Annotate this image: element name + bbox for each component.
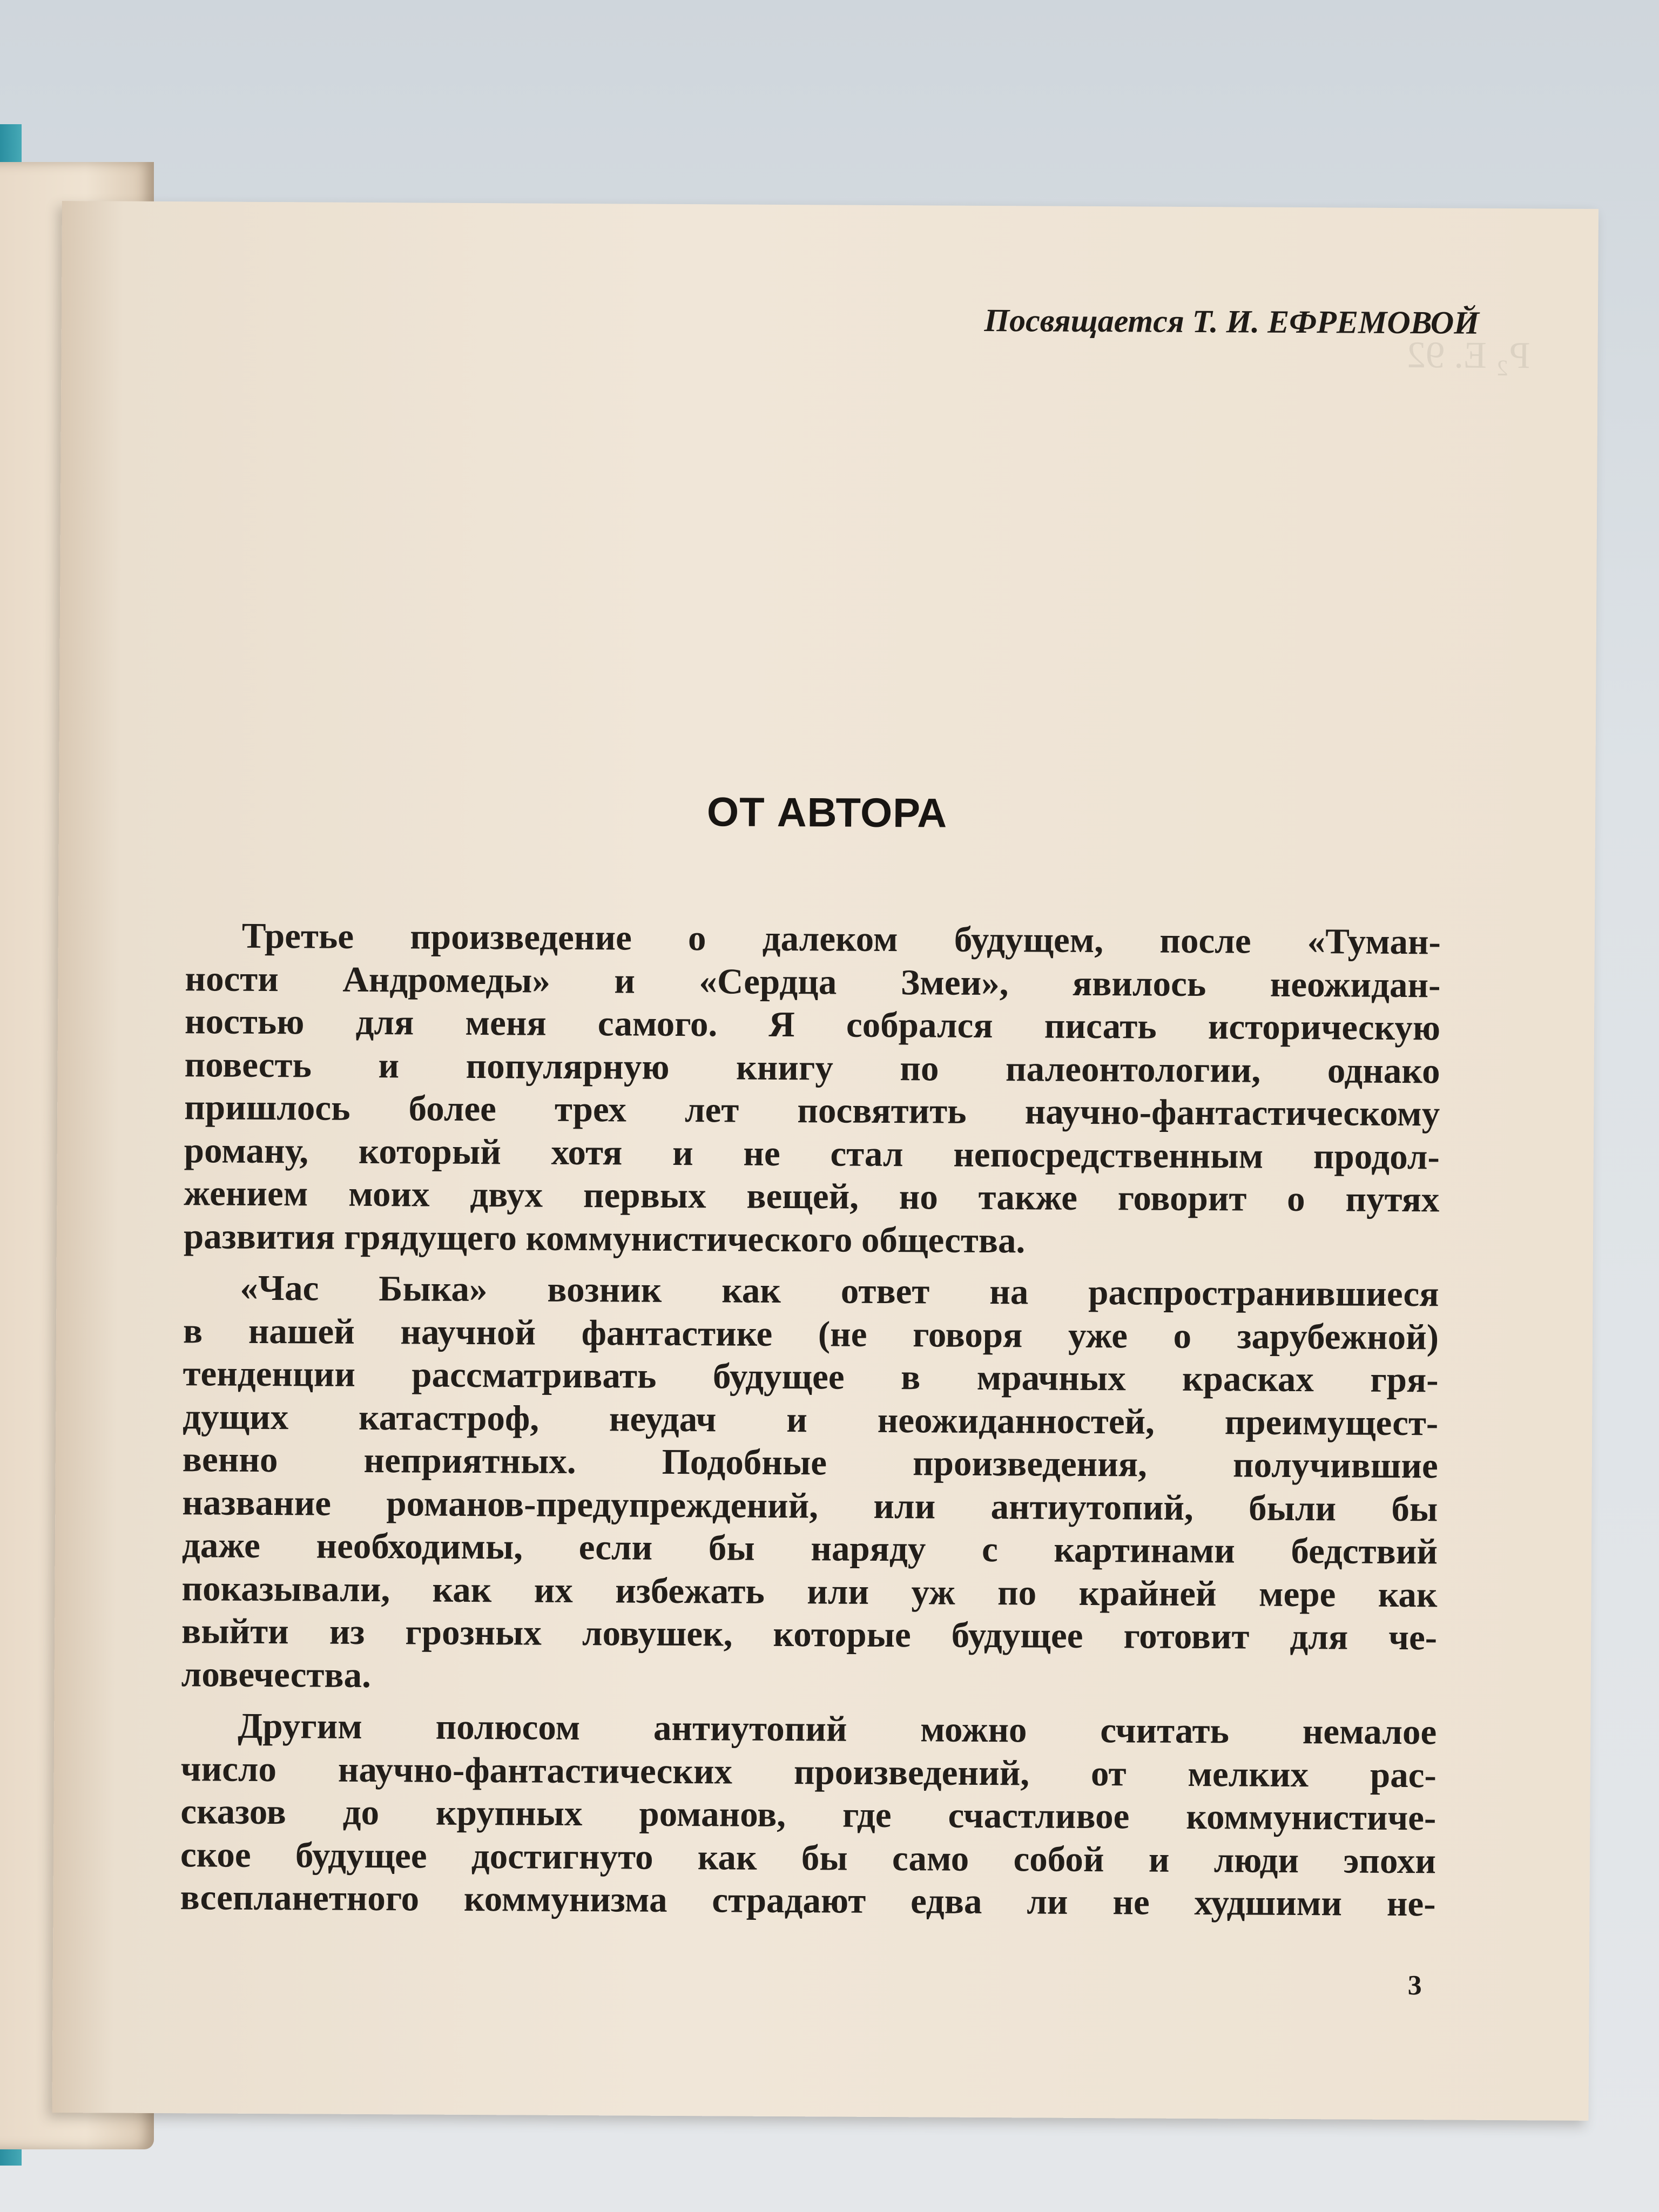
text-line: показывали, как их избежать или уж по крайней мере как [181,1568,1438,1615]
text-line: дущих катастроф, неудач и неожиданностей, преимущест- [183,1396,1439,1443]
text-line: выйти из грозных ловушек, которые будущее готовит для че- [181,1611,1438,1658]
body-text [180,914,1441,1926]
text-line: ловечества. [181,1654,372,1695]
chapter-title: ОТ АВТОРА [706,789,948,837]
text-line: развития грядущего коммунистического общества. [183,1216,1026,1260]
text-line: ское будущее достигнуто как бы само собой и люди эпохи [180,1834,1437,1881]
text-line: число научно-фантастических произведений, от мелких рас- [180,1748,1437,1795]
text-line: тенденции рассматривать будущее в мрачных красках гря- [183,1353,1439,1400]
text-line: венно неприятных. Подобные произведения, получившие [182,1439,1438,1486]
text-line: даже необходимы, если бы наряду с картинами бедствий [181,1525,1438,1572]
text-line: «Час Быка» возник как ответ на распространившиеся [240,1267,1439,1314]
text-line: пришлось более трех лет посвятить научно-фантастическому [184,1087,1440,1134]
paragraph [180,1704,1437,1926]
text-line: всепланетного коммунизма страдают едва ли не худшими не- [180,1877,1436,1924]
text-line: повесть и популярную книгу по палеонтологии, однако [184,1044,1440,1091]
text-line: Третье произведение о далеком будущем, после «Туман- [241,915,1441,962]
text-line: сказов до крупных романов, где счастливое коммунистиче- [180,1791,1437,1838]
text-line: в нашей научной фантастике (не говоря уже о зарубежной) [183,1310,1439,1357]
dedication: Посвящается Т. И. ЕФРЕМОВОЙ [984,302,1480,341]
text-line: роману, который хотя и не стал непосредственным продол- [184,1130,1440,1177]
text-line: ности Андромеды» и «Сердца Змеи», явилось неожидан- [185,958,1441,1005]
bleed-through-text: Р₂ Е. 92 [1406,334,1530,377]
text-line: Другим полюсом антиутопий можно считать немалое [238,1705,1437,1752]
page-number: 3 [1407,1970,1422,2001]
paragraph [181,1266,1439,1702]
text-line: название романов-предупреждений, или антиутопий, были бы [182,1482,1438,1529]
text-line: ностью для меня самого. Я собрался писать историческую [184,1001,1441,1048]
text-line: жением моих двух первых вещей, но также говорит о путях [184,1173,1440,1220]
paragraph [184,914,1441,1264]
book-page [52,201,1598,2121]
